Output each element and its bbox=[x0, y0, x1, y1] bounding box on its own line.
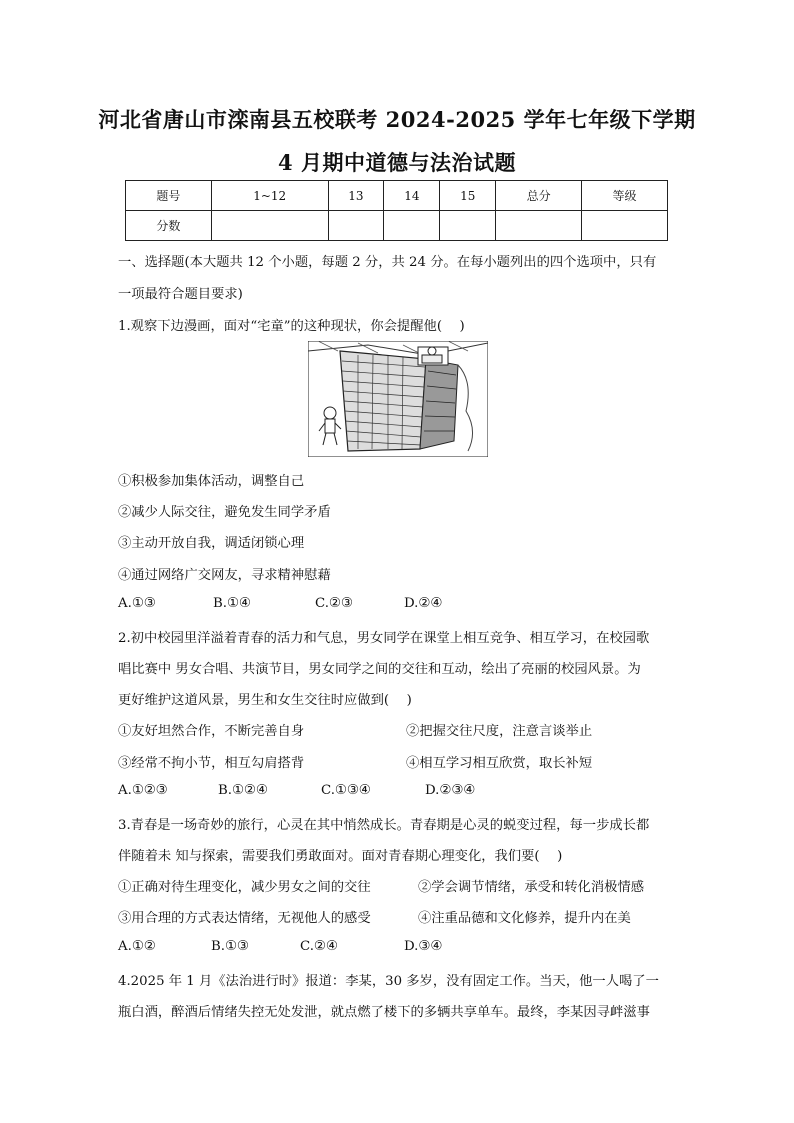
option-d: D.②④ bbox=[404, 596, 443, 611]
score-cell: 题号 bbox=[126, 181, 212, 211]
list-item: ②学会调节情绪，承受和转化消极情感 bbox=[418, 880, 645, 895]
question-stem: 3.青春是一场奇妙的旅行，心灵在其中悄然成长。青春期是心灵的蜕变过程，每一步成长都 bbox=[118, 818, 650, 833]
score-cell: 14 bbox=[384, 181, 440, 211]
page-title-line1: 河北省唐山市滦南县五校联考 2024-2025 学年七年级下学期 bbox=[98, 107, 696, 132]
list-item-row bbox=[118, 907, 688, 926]
answer-options bbox=[118, 783, 688, 798]
score-cell: 1~12 bbox=[211, 181, 328, 211]
option-c: C.②④ bbox=[300, 939, 338, 954]
list-item: ①正确对待生理变化，减少男女之间的交往 bbox=[118, 880, 371, 895]
option-b: B.①③ bbox=[211, 939, 249, 954]
list-item: ①积极参加集体活动，调整自己 bbox=[118, 474, 305, 489]
option-a: A.①②③ bbox=[118, 783, 168, 798]
list-item: ③经常不拘小节，相互勾肩搭背 bbox=[118, 756, 305, 771]
option-b: B.①④ bbox=[213, 596, 251, 611]
score-input-cell bbox=[582, 211, 668, 241]
score-table bbox=[125, 180, 668, 241]
list-item: ④相互学习相互欣赏，取长补短 bbox=[406, 756, 593, 771]
option-d: D.③④ bbox=[404, 939, 443, 954]
score-cell: 13 bbox=[328, 181, 384, 211]
option-c: C.②③ bbox=[315, 596, 353, 611]
option-a: A.①③ bbox=[118, 596, 156, 611]
score-cell: 等级 bbox=[582, 181, 668, 211]
list-item-row bbox=[118, 752, 688, 771]
question-stem-cont: 唱比赛中 男女合唱、共演节目，男女同学之间的交往和互动，绘出了亮丽的校园风景。为 bbox=[118, 662, 641, 677]
question-stem-cont: 瓶白酒，醉酒后情绪失控无处发泄，就点燃了楼下的多辆共享单车。最终，李某因寻衅滋事 bbox=[118, 1005, 650, 1020]
score-input-cell bbox=[211, 211, 328, 241]
question-stem: 4.2025 年 1 月《法治进行时》报道：李某，30 多岁，没有固定工作。当天，他一人喝了一 bbox=[118, 974, 659, 989]
list-item: ②把握交往尺度，注意言谈举止 bbox=[406, 724, 593, 739]
option-b: B.①②④ bbox=[218, 783, 268, 798]
score-cell: 总分 bbox=[496, 181, 582, 211]
list-item-row bbox=[118, 720, 688, 739]
score-input-cell bbox=[440, 211, 496, 241]
list-item: ③用合理的方式表达情绪，无视他人的感受 bbox=[118, 911, 371, 926]
option-c: C.①③④ bbox=[321, 783, 371, 798]
score-cell: 分数 bbox=[126, 211, 212, 241]
page-title-line2: 4 月期中道德与法治试题 bbox=[278, 150, 516, 175]
list-item: ①友好坦然合作，不断完善自身 bbox=[118, 724, 305, 739]
question-stem-cont: 伴随着未 知与探索，需要我们勇敢面对。面对青春期心理变化，我们要( ) bbox=[118, 849, 563, 864]
score-table-score-row bbox=[126, 211, 668, 241]
list-item: ③主动开放自我，调适闭锁心理 bbox=[118, 536, 305, 551]
score-input-cell bbox=[384, 211, 440, 241]
score-cell: 15 bbox=[440, 181, 496, 211]
cartoon-illustration bbox=[308, 341, 488, 457]
question-stem: 2.初中校园里洋溢着青春的活力和气息，男女同学在课堂上相互竞争、相互学习，在校园歌 bbox=[118, 631, 650, 646]
list-item-row bbox=[118, 876, 688, 895]
section-heading: 一、选择题(本大题共 12 个小题，每题 2 分，共 24 分。在每小题列出的四个选项中，只有 bbox=[118, 255, 657, 270]
section-heading-cont: 一项最符合题目要求) bbox=[118, 287, 243, 302]
list-item: ④注重品德和文化修养，提升内在美 bbox=[418, 911, 631, 926]
score-input-cell bbox=[496, 211, 582, 241]
score-input-cell bbox=[328, 211, 384, 241]
list-item: ④通过网络广交网友，寻求精神慰藉 bbox=[118, 568, 331, 583]
option-a: A.①② bbox=[118, 939, 156, 954]
answer-options bbox=[118, 939, 688, 954]
answer-options bbox=[118, 596, 688, 611]
question-stem: 1.观察下边漫画，面对“宅童”的这种现状，你会提醒他( ) bbox=[118, 319, 465, 334]
option-d: D.②③④ bbox=[425, 783, 476, 798]
score-table-header-row bbox=[126, 181, 668, 211]
list-item: ②减少人际交往，避免发生同学矛盾 bbox=[118, 505, 331, 520]
question-stem-cont: 更好维护这道风景，男生和女生交往时应做到( ) bbox=[118, 693, 412, 708]
